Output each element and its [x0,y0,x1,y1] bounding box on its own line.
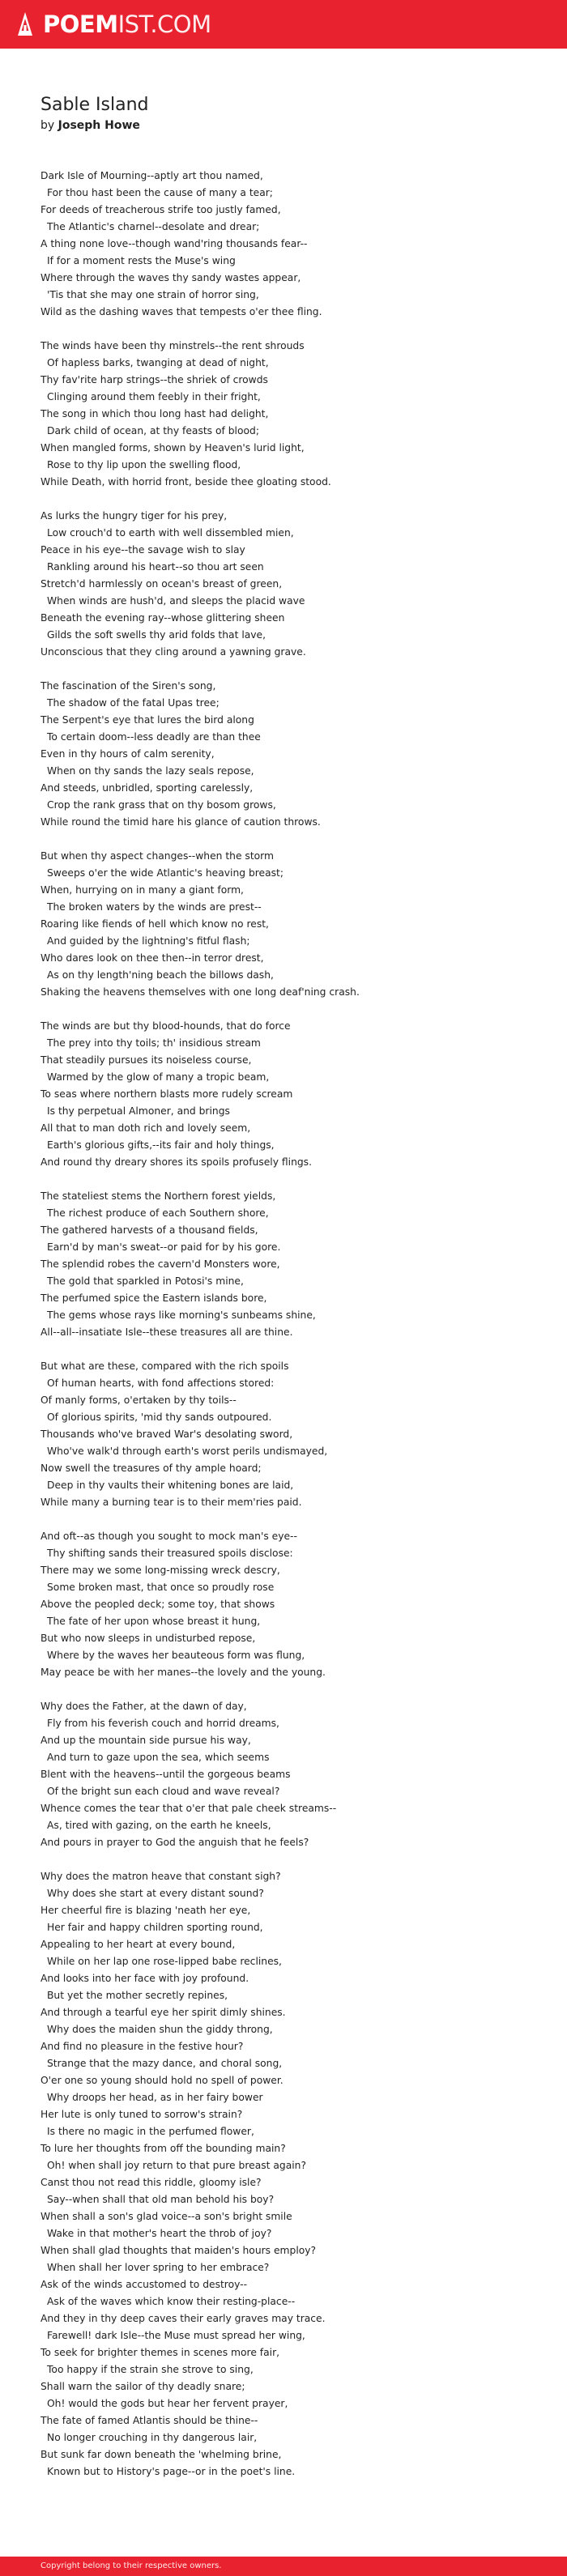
poem-line: And up the mountain side pursue his way, [40,1735,251,1746]
poem-line: Strange that the mazy dance, and choral song, [47,2058,283,2069]
poem-line: The perfumed spice the Eastern islands bore, [40,1292,267,1304]
poem-line: Who've walk'd through earth's worst perils undismayed, [47,1446,328,1457]
poem-line: And looks into her face with joy profound. [40,1973,249,1984]
poem-line: The gold that sparkled in Potosi's mine, [47,1275,244,1287]
poem-line: When shall a son's glad voice--a son's bright smile [40,2211,292,2222]
poem-line: Of glorious spirits, 'mid thy sands outpoured. [47,1411,272,1423]
poem-line: Thy shifting sands their treasured spoils disclose: [47,1548,293,1559]
poem-line: As lurks the hungry tiger for his prey, [40,510,228,522]
poem-line: O'er one so young should hold no spell of power. [40,2075,284,2086]
poem-line: And pours in prayer to God the anguish that he feels? [40,1837,309,1848]
poem-line: Dark Isle of Mourning--aptly art thou named, [40,170,263,181]
poem-line: Wake in that mother's heart the throb of joy? [47,2228,272,2239]
poem-line: The fascination of the Siren's song, [40,680,216,692]
poem-line: Why does the maiden shun the giddy throng, [47,2024,273,2035]
poem-line: Blent with the heavens--until the gorgeous beams [40,1769,291,1780]
poem-line: Warmed by the glow of many a tropic beam, [47,1071,270,1083]
poem-line: Sweeps o'er the wide Atlantic's heaving breast; [47,867,284,879]
poem-line: The broken waters by the winds are prest-- [47,901,262,913]
stanza [40,508,551,661]
stanza [40,168,551,321]
poem-line: But sunk far down beneath the 'whelming brine, [40,2449,282,2460]
poem-line: To seek for brighter themes in scenes more fair, [40,2347,280,2358]
poem-line: Who dares look on thee then--in terror drest, [40,952,264,964]
poem-line: And guided by the lightning's fitful flash; [47,935,250,947]
author-link[interactable]: Joseph Howe [58,119,140,132]
poem-line: When, hurrying on in many a giant form, [40,884,244,896]
poem-line: The gems whose rays like morning's sunbeams shine, [47,1309,316,1321]
footer-copyright: Copyright belong to their respective owners. [40,2561,222,2570]
poem-line: Why does she start at every distant sound? [47,1888,264,1899]
poem-title: Sable Island [40,95,149,115]
footer-bar [0,2557,567,2576]
by-label: by [40,119,55,132]
poem-line: Rankling around his heart--so thou art seen [47,561,264,573]
poem-line: While on her lap one rose-lipped babe reclines, [47,1956,282,1967]
poem-line: The splendid robes the cavern'd Monsters wore, [40,1258,280,1270]
poem-line: And through a tearful eye her spirit dimly shines. [40,2007,286,2018]
poem-line: Her lute is only tuned to sorrow's strain? [40,2109,243,2120]
poem-line: Clinging around them feebly in their fright, [47,391,261,402]
poem-line: Roaring like fiends of hell which know no rest, [40,918,269,930]
site-logo[interactable] [16,11,211,38]
poem-line: Why droops her head, as in her fairy bower [47,2092,263,2103]
byline [40,118,140,133]
poem-line: But when thy aspect changes--when the storm [40,850,274,862]
poem-line: Of hapless barks, twanging at dead of night, [47,357,269,368]
poemist-logo-icon [16,11,34,37]
poem-line: A thing none love--though wand'ring thousands fear-- [40,238,308,249]
poem-line: The stateliest stems the Northern forest yields, [40,1190,276,1202]
poem-line: As, tired with gazing, on the earth he kneels, [47,1820,271,1831]
poem-line: Ask of the winds accustomed to destroy-- [40,2279,248,2290]
poem-line: Whence comes the tear that o'er that pale cheek streams-- [40,1803,337,1814]
poem-line: Low crouch'd to earth with well dissembled mien, [47,527,294,539]
poem-line: The prey into thy toils; th' insidious stream [47,1037,261,1049]
poem-line: For deeds of treacherous strife too justly famed, [40,204,281,215]
poem-line: Of the bright sun each cloud and wave reveal? [47,1786,280,1797]
poem-line: The Serpent's eye that lures the bird along [40,714,254,726]
poem-line: Above the peopled deck; some toy, that shows [40,1599,275,1610]
poem-line: Of human hearts, with fond affections stored: [47,1377,275,1389]
poem-line: Shaking the heavens themselves with one long deaf'ning crash. [40,986,360,998]
top-bar [0,0,567,49]
poem-line: That steadily pursues its noiseless course, [40,1054,252,1066]
poem-line: Is thy perpetual Almoner, and brings [47,1105,230,1117]
poem-line: Ask of the waves which know their resting-place-- [47,2296,296,2307]
poem-line: Is there no magic in the perfumed flower, [47,2126,254,2137]
poem-line: Shall warn the sailor of thy deadly snare; [40,2381,245,2392]
poem-line: Gilds the soft swells thy arid folds that lave, [47,629,266,641]
poem-line: And turn to gaze upon the sea, which seems [47,1752,270,1763]
poem-line: Of manly forms, o'ertaken by thy toils-- [40,1394,237,1406]
poem-line: All--all--insatiate Isle--these treasures all are thine. [40,1326,293,1338]
poem-line: And oft--as though you sought to mock man's eye-- [40,1531,297,1542]
poem-line: Now swell the treasures of thy ample hoard; [40,1463,262,1474]
poem-line: If for a moment rests the Muse's wing [47,255,236,266]
poem-line: The winds are but thy blood-hounds, that do force [40,1020,291,1032]
poem-line: The Atlantic's charnel--desolate and drear; [47,221,260,232]
poem-line: Deep in thy vaults their whitening bones are laid, [47,1480,294,1491]
poem-line: Beneath the evening ray--whose glittering sheen [40,612,285,624]
stanza [40,338,551,491]
poem-line: Farewell! dark Isle--the Muse must spread her wing, [47,2330,305,2341]
poem-line: Crop the rank grass that on thy bosom grows, [47,799,276,811]
poem-line: Too happy if the strain she strove to sing, [47,2364,254,2375]
poem-line: Rose to thy lip upon the swelling flood, [47,459,241,470]
poem-line: But yet the mother secretly repines, [47,1990,228,2001]
poem-line: The winds have been thy minstrels--the rent shrouds [40,340,305,351]
poem-line: When on thy sands the lazy seals repose, [47,765,254,777]
stanza [40,1188,551,1341]
poem-line: Earth's glorious gifts,--its fair and holy things, [47,1139,275,1151]
poem-line: Peace in his eye--the savage wish to slay [40,544,245,556]
poem-line: Earn'd by man's sweat--or paid for by his gore. [47,1241,281,1253]
poem-line: And they in thy deep caves their early graves may trace. [40,2313,326,2324]
poem-line: To seas where northern blasts more rudely scream [40,1088,293,1100]
poem-line: Appealing to her heart at every bound, [40,1939,236,1950]
poem-line: To certain doom--less deadly are than thee [47,731,261,743]
poem-line: Even in thy hours of calm serenity, [40,748,215,760]
poem-line: Oh! when shall joy return to that pure breast again? [47,2160,306,2171]
stanza [40,1528,551,1681]
poem-line: Canst thou not read this riddle, gloomy isle? [40,2177,262,2188]
poem-line: The gathered harvests of a thousand fields, [40,1224,258,1236]
poem-line: Say--when shall that old man behold his boy? [47,2194,275,2205]
poem-body [40,168,551,2497]
stanza [40,678,551,831]
poem-line: The fate of famed Atlantis should be thine-- [40,2415,258,2426]
poem-line: To lure her thoughts from off the bounding main? [40,2143,286,2154]
poem-line: Her cheerful fire is blazing 'neath her eye, [40,1905,251,1916]
stanza [40,1018,551,1171]
poem-line: 'Tis that she may one strain of horror sing, [47,289,259,300]
poem-line: But who now sleeps in undisturbed repose, [40,1633,256,1644]
poem-line: May peace be with her manes--the lovely and the young. [40,1667,326,1678]
poem-line: Thousands who've braved War's desolating sword, [40,1429,293,1440]
poem-line: Where by the waves her beauteous form was flung, [47,1650,305,1661]
poem-line: There may we some long-missing wreck descry, [40,1565,280,1576]
poem-line: Dark child of ocean, at thy feasts of blood; [47,425,259,436]
poem-line: And find no pleasure in the festive hour? [40,2041,244,2052]
poem-line: Where through the waves thy sandy wastes appear, [40,272,301,283]
poem-line: Stretch'd harmlessly on ocean's breast of green, [40,578,283,590]
poem-line: While many a burning tear is to their mem'ries paid. [40,1497,302,1508]
poem-line: Oh! would the gods but hear her fervent prayer, [47,2398,288,2409]
poem-line: Why does the matron heave that constant sigh? [40,1871,281,1882]
poem-line: When shall her lover spring to her embrace? [47,2262,270,2273]
poem-line: The shadow of the fatal Upas tree; [47,697,220,709]
site-logo-text: POEMIST.COM [43,11,211,38]
poem-line: Why does the Father, at the dawn of day, [40,1701,247,1712]
poem-line: And steeds, unbridled, sporting carelessly, [40,782,254,794]
poem-line: For thou hast been the cause of many a tear; [47,187,273,198]
poem-line: Some broken mast, that once so proudly rose [47,1582,275,1593]
poem-line: When shall glad thoughts that maiden's hours employ? [40,2245,317,2256]
stanza [40,1868,551,2480]
stanza [40,1698,551,1851]
poem-line: Fly from his feverish couch and horrid dreams, [47,1718,279,1729]
poem-line: The song in which thou long hast had delight, [40,408,269,419]
poem-line: While Death, with horrid front, beside thee gloating stood. [40,476,331,488]
poem-line: When winds are hush'd, and sleeps the placid wave [47,595,305,607]
stanza [40,848,551,1001]
poem-line: When mangled forms, shown by Heaven's lurid light, [40,442,305,453]
poem-line: Wild as the dashing waves that tempests o'er thee fling. [40,306,322,317]
poem-line: The richest produce of each Southern shore, [47,1207,269,1219]
poem-line: Known but to History's page--or in the poet's line. [47,2466,296,2477]
poem-line: The fate of her upon whose breast it hung, [47,1616,261,1627]
poem-line: But what are these, compared with the rich spoils [40,1360,289,1372]
poem-line: Unconscious that they cling around a yawning grave. [40,646,306,658]
poem-line: All that to man doth rich and lovely seem, [40,1122,251,1134]
stanza [40,1358,551,1511]
poem-line: And round thy dreary shores its spoils profusely flings. [40,1156,312,1168]
poem-line: Her fair and happy children sporting round, [47,1922,263,1933]
poem-line: No longer crouching in thy dangerous lair, [47,2432,258,2443]
poem-line: As on thy length'ning beach the billows dash, [47,969,274,981]
poem-line: While round the timid hare his glance of caution throws. [40,816,321,828]
poem-line: Thy fav'rite harp strings--the shriek of crowds [40,374,268,385]
